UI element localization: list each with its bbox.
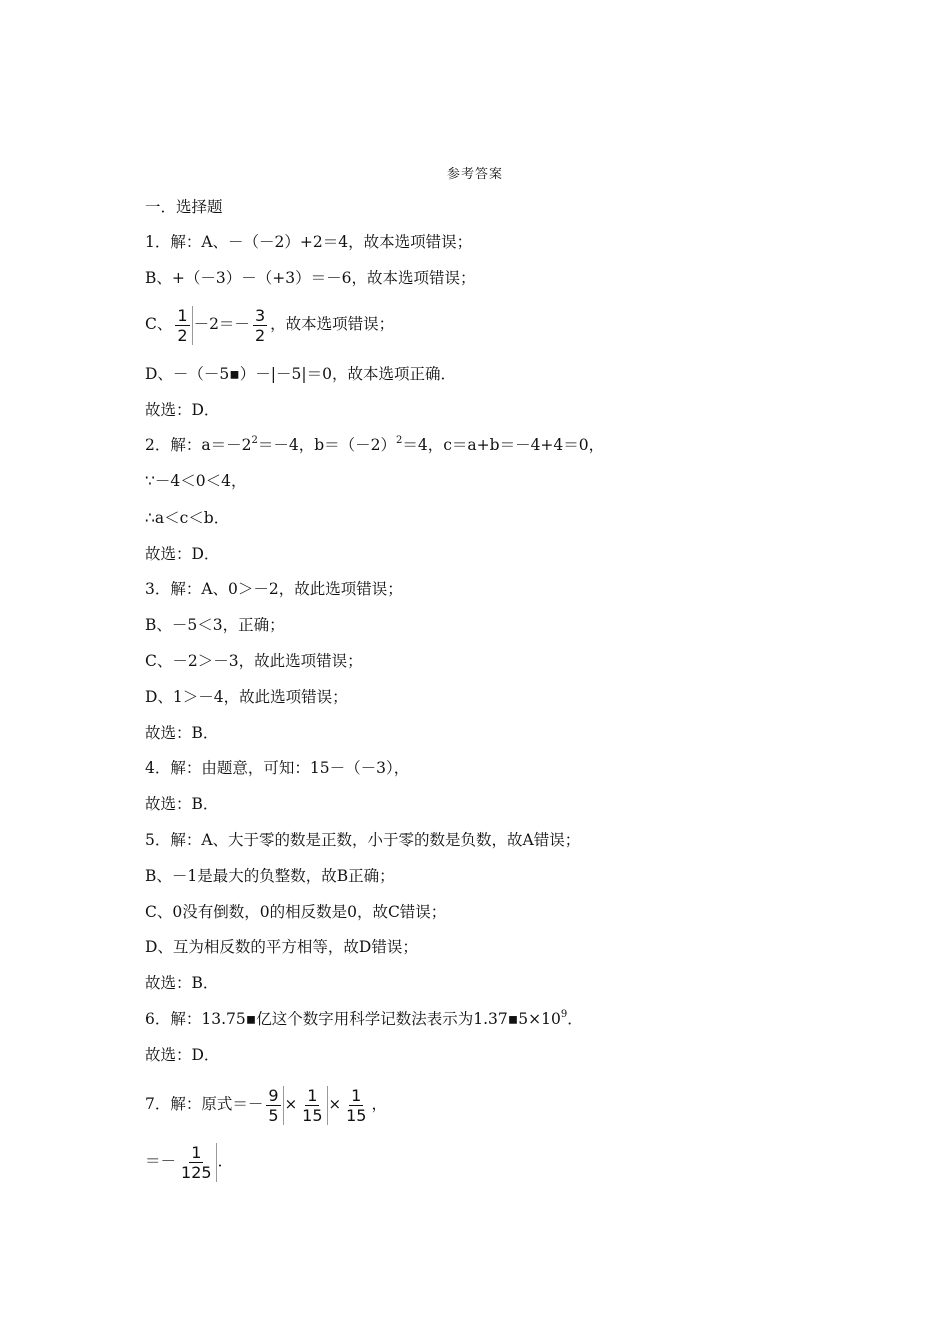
- denominator: 15: [346, 1105, 367, 1125]
- times-sign: ×: [328, 1095, 342, 1113]
- q5-line-2: B、－1是最大的负整数，故B正确；: [145, 867, 395, 885]
- q2-line-1: [145, 434, 604, 456]
- q2-text-a: 2．解：a＝－2: [145, 436, 252, 454]
- q1-line-3: [145, 302, 394, 346]
- q2-text-c: ＝4，c＝a+b＝－4+4＝0，: [402, 436, 605, 454]
- q1-line-3-suffix: ，故本选项错误；: [270, 315, 395, 333]
- q2-answer: 故选：D．: [145, 545, 220, 563]
- q3-line-1: 3．解：A、0＞－2，故此选项错误；: [145, 580, 403, 598]
- fraction: [264, 1086, 283, 1125]
- numerator: 1: [191, 1142, 202, 1162]
- q1-line-3-prefix: C、: [145, 315, 173, 333]
- numerator: 1: [307, 1085, 318, 1105]
- q5-line-1: 5．解：A、大于零的数是正数，小于零的数是负数，故A错误；: [145, 831, 581, 849]
- q6-text-b: ．: [567, 1010, 583, 1028]
- q3-line-2: B、－5＜3，正确；: [145, 616, 285, 634]
- denominator: 2: [177, 325, 188, 345]
- q1-line-3-middle: －2＝－: [193, 315, 250, 333]
- q6-text-a: 6．解：13.75▪亿这个数字用科学记数法表示为1.37▪5×10: [145, 1010, 561, 1028]
- fraction: [177, 1143, 217, 1182]
- q1-line-4: D、－（－5▪）－|－5|＝0，故本选项正确．: [145, 365, 456, 383]
- q3-line-4: D、1＞－4，故此选项错误；: [145, 688, 348, 706]
- q7-result-prefix: ＝－: [145, 1152, 177, 1170]
- denominator: 5: [268, 1105, 279, 1125]
- numerator: 9: [268, 1085, 279, 1105]
- q1-line-1: 1．解：A、－（－2）+2＝4，故本选项错误；: [145, 233, 473, 251]
- fraction: [298, 1086, 327, 1125]
- q7-suffix: ，: [371, 1095, 387, 1113]
- q5-line-3: C、0没有倒数，0的相反数是0，故C错误；: [145, 903, 447, 921]
- fraction: [342, 1086, 370, 1125]
- q5-answer: 故选：B．: [145, 974, 219, 992]
- q5-line-4: D、互为相反数的平方相等，故D错误；: [145, 938, 418, 956]
- q2-line-3: ∴a＜c＜b．: [145, 509, 230, 527]
- numerator: 1: [351, 1085, 362, 1105]
- numerator: 1: [177, 305, 188, 325]
- q1-line-2: B、+（－3）－（+3）＝－6，故本选项错误；: [145, 269, 476, 287]
- exponent: 2: [251, 435, 258, 446]
- fraction: [173, 306, 192, 345]
- q1-answer: 故选：D．: [145, 401, 220, 419]
- q7-result-suffix: ．: [217, 1152, 234, 1170]
- exponent: 2: [396, 435, 403, 446]
- q6-line-1: [145, 1008, 583, 1030]
- q7-line-2: [145, 1138, 233, 1184]
- denominator: 15: [302, 1105, 323, 1125]
- q4-line-1: 4．解：由题意，可知：15－（－3），: [145, 759, 410, 777]
- numerator: 3: [254, 305, 266, 325]
- section-heading: 一．选择题: [145, 198, 223, 216]
- q4-answer: 故选：B．: [145, 795, 219, 813]
- denominator: 2: [254, 325, 266, 345]
- q2-line-2: ∵－4＜0＜4，: [145, 472, 247, 490]
- fraction: [251, 306, 269, 345]
- q7-prefix: 7．解：原式＝－: [145, 1095, 264, 1113]
- q2-text-b: ＝－4，b＝（－2）: [257, 436, 396, 454]
- q3-answer: 故选：B．: [145, 724, 219, 742]
- q6-answer: 故选：D．: [145, 1046, 220, 1064]
- q3-line-3: C、－2＞－3，故此选项错误；: [145, 652, 363, 670]
- times-sign: ×: [284, 1095, 298, 1113]
- exponent: 9: [560, 1009, 568, 1020]
- denominator: 125: [181, 1162, 212, 1182]
- q7-line-1: [145, 1081, 387, 1127]
- page-title: 参考答案: [446, 167, 503, 182]
